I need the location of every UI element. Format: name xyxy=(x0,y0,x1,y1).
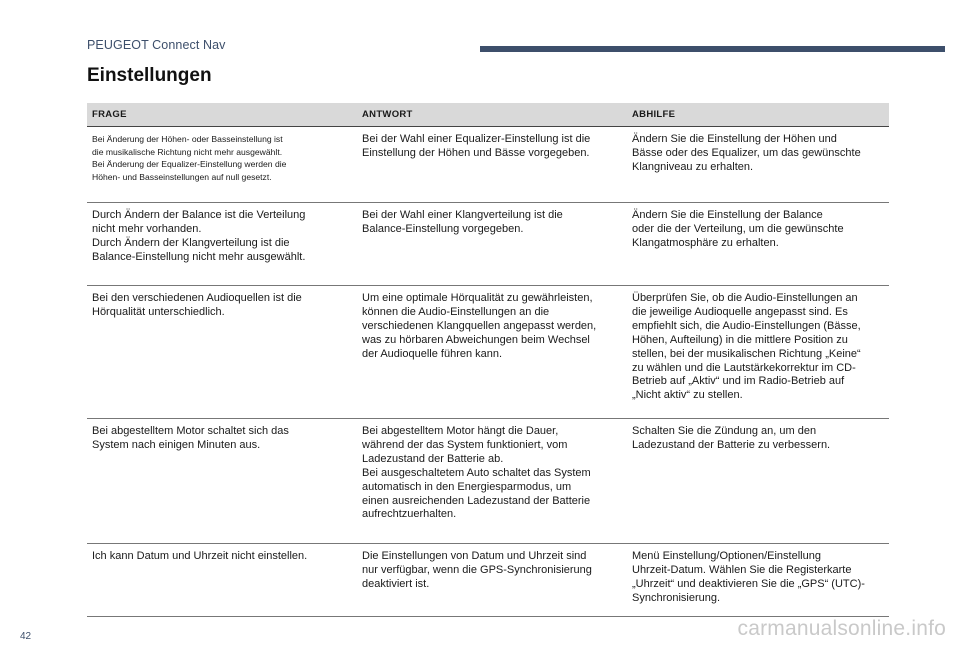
cell-frage xyxy=(87,286,357,419)
table-row xyxy=(87,127,889,203)
text-line: Überprüfen Sie, ob die Audio-Einstellungen an xyxy=(632,292,858,304)
text-line: Schalten Sie die Zündung an, um den xyxy=(632,425,817,437)
cell-frage xyxy=(87,203,357,286)
text-line: „Nicht aktiv“ zu stellen. xyxy=(632,389,743,402)
text-line: Einstellung der Höhen und Bässe vorgegeben. xyxy=(362,146,590,159)
text-line: Ladezustand der Batterie zu verbessern. xyxy=(632,438,831,451)
column-header-antwort: ANTWORT xyxy=(357,103,627,127)
header-brand: PEUGEOT Connect Nav xyxy=(87,38,226,52)
text-line: Bässe oder des Equalizer, um das gewünschte xyxy=(632,146,861,159)
text-line: Bei ausgeschaltetem Auto schaltet das System xyxy=(362,466,591,479)
column-header-frage: FRAGE xyxy=(87,103,357,127)
text-line: zu wählen und die Lautstärkekorrektur im CD- xyxy=(632,361,856,374)
header-bar xyxy=(480,46,945,52)
text-line: Synchronisierung. xyxy=(632,591,721,604)
text-line: Uhrzeit-Datum. Wählen Sie die Registerkarte xyxy=(632,563,852,576)
text-line: der Audioquelle führen kann. xyxy=(362,347,503,360)
text-line: aufrechtzuerhalten. xyxy=(362,508,457,521)
text-line: Die Einstellungen von Datum und Uhrzeit sind xyxy=(362,550,587,562)
cell-frage xyxy=(87,419,357,544)
text-line: Balance-Einstellung vorgegeben. xyxy=(362,222,524,235)
text-line: Bei Änderung der Höhen- oder Basseinstellung ist xyxy=(92,134,283,144)
text-line: während der das System funktioniert, vom xyxy=(362,438,568,451)
cell-antwort xyxy=(357,127,627,203)
page-title: Einstellungen xyxy=(87,65,212,86)
text-line: empfiehlt sich, die Audio-Einstellungen (Bässe, xyxy=(632,319,861,332)
table-header-row xyxy=(87,103,889,127)
table-row xyxy=(87,203,889,286)
text-line: Bei Änderung der Equalizer-Einstellung werden die xyxy=(92,159,287,170)
cell-antwort xyxy=(357,419,627,544)
cell-antwort xyxy=(357,544,627,617)
text-line: was zu hörbaren Abweichungen beim Wechsel xyxy=(362,333,590,346)
cell-abhilfe xyxy=(627,544,889,617)
text-line: Ändern Sie die Einstellung der Höhen und xyxy=(632,133,837,145)
text-line: Bei der Wahl einer Equalizer-Einstellung ist die xyxy=(362,133,591,145)
cell-antwort xyxy=(357,203,627,286)
text-line: Um eine optimale Hörqualität zu gewährleisten, xyxy=(362,292,593,304)
text-line: Betrieb auf „Aktiv“ und im Radio-Betrieb auf xyxy=(632,375,845,388)
text-line: die jeweilige Audioquelle angepasst sind. Es xyxy=(632,305,848,318)
text-line: können die Audio-Einstellungen an die xyxy=(362,305,550,318)
text-line: Menü Einstellung/Optionen/Einstellung xyxy=(632,550,821,562)
text-line: Bei der Wahl einer Klangverteilung ist die xyxy=(362,209,563,221)
cell-abhilfe xyxy=(627,203,889,286)
text-line: nicht mehr vorhanden. xyxy=(92,222,202,235)
faq-table xyxy=(87,103,889,617)
text-line: oder die der Verteilung, um die gewünschte xyxy=(632,222,844,235)
text-line: die musikalische Richtung nicht mehr ausgewählt. xyxy=(92,146,283,157)
cell-abhilfe xyxy=(627,127,889,203)
text-line: Durch Ändern der Balance ist die Verteilung xyxy=(92,209,306,221)
text-line: Höhen, Aufteilung) in die mittlere Position zu xyxy=(632,333,848,346)
text-line: automatisch in den Energiesparmodus, um xyxy=(362,480,572,493)
text-line: System nach einigen Minuten aus. xyxy=(92,438,261,451)
table-row xyxy=(87,286,889,419)
cell-antwort xyxy=(357,286,627,419)
text-line: Klangniveau zu erhalten. xyxy=(632,160,754,173)
text-line: einen ausreichenden Ladezustand der Batterie xyxy=(362,494,591,507)
cell-abhilfe xyxy=(627,286,889,419)
watermark: carmanualsonline.info xyxy=(737,617,946,640)
cell-frage xyxy=(87,544,357,617)
text-line: Ich kann Datum und Uhrzeit nicht einstellen. xyxy=(92,550,308,562)
page-number: 42 xyxy=(20,631,32,642)
text-line: nur verfügbar, wenn die GPS-Synchronisierung xyxy=(362,563,592,576)
text-line: „Uhrzeit“ und deaktivieren Sie die „GPS“ (UTC)- xyxy=(632,577,865,590)
text-line: Hörqualität unterschiedlich. xyxy=(92,305,225,318)
text-line: Balance-Einstellung nicht mehr ausgewählt. xyxy=(92,250,306,263)
text-line: Ladezustand der Batterie ab. xyxy=(362,452,504,465)
text-line: stellen, bei der musikalischen Richtung „Keine“ xyxy=(632,347,861,360)
text-line: Klangatmosphäre zu erhalten. xyxy=(632,236,779,249)
table-row xyxy=(87,419,889,544)
text-line: Bei abgestelltem Motor hängt die Dauer, xyxy=(362,425,559,437)
text-line: Ändern Sie die Einstellung der Balance xyxy=(632,209,823,221)
text-line: Durch Ändern der Klangverteilung ist die xyxy=(92,236,290,249)
text-line: Höhen- und Basseinstellungen auf null gesetzt. xyxy=(92,171,272,182)
text-line: deaktiviert ist. xyxy=(362,577,430,590)
cell-abhilfe xyxy=(627,419,889,544)
column-header-abhilfe: ABHILFE xyxy=(627,103,889,127)
text-line: Bei den verschiedenen Audioquellen ist die xyxy=(92,292,302,304)
text-line: verschiedenen Klangquellen angepasst werden, xyxy=(362,319,597,332)
text-line: Bei abgestelltem Motor schaltet sich das xyxy=(92,425,289,437)
table-row xyxy=(87,544,889,617)
cell-frage xyxy=(87,127,357,203)
